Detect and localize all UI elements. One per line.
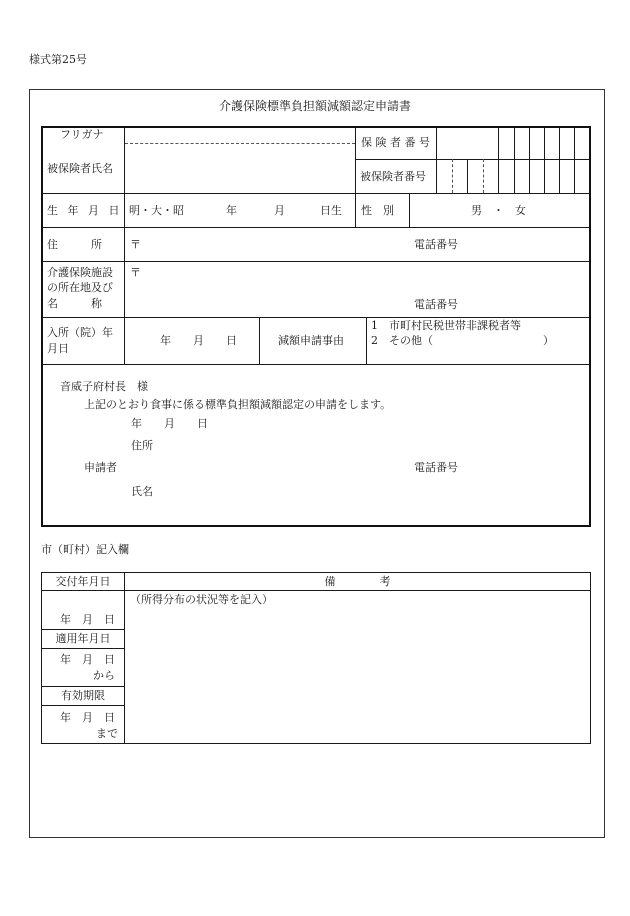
office-section-title: 市（町村）記入欄 (41, 543, 129, 556)
insurer-number-label: 保 険 者 番 号 (361, 136, 430, 149)
birthdate-label: 生 年 月 日 (47, 204, 123, 217)
sex-label: 性 別 (361, 204, 394, 217)
remarks-header: 備 考 (324, 575, 391, 588)
birth-month-unit: 月 (274, 204, 285, 217)
reason-label: 減額申請事由 (278, 334, 344, 347)
applicant-phone-label: 電話番号 (414, 461, 458, 474)
admission-date[interactable]: 年 月 日 (160, 334, 237, 347)
apply-date-ymd: 年 月 日 (60, 653, 115, 666)
admission-label-line2: 月日 (47, 342, 69, 355)
address-field[interactable] (145, 229, 405, 259)
facility-label-line2: の所在地及び (47, 281, 113, 294)
insured-number-label: 被保険者番号 (360, 170, 426, 183)
sex-options[interactable]: 男 ・ 女 (471, 204, 526, 217)
reason-option-1[interactable]: 1 市町村民税世帯非課税者等 (371, 319, 521, 332)
valid-period-label: 有効期限 (61, 689, 105, 702)
declaration-text: 上記のとおり食事に係る標準負担額減額認定の申請をします。 (84, 398, 392, 411)
insured-name-field[interactable] (126, 145, 354, 192)
address-label: 住 所 (47, 238, 102, 251)
reason-option-2[interactable]: 2 その他（ ） (371, 334, 554, 347)
form-number: 様式第25号 (29, 53, 87, 66)
era-options[interactable]: 明・大・昭 (129, 204, 184, 217)
remarks-note: （所得分布の状況等を記入） (130, 593, 273, 606)
birth-day-unit: 日生 (320, 204, 342, 217)
insured-number-field[interactable] (437, 160, 588, 192)
issue-date-header: 交付年月日 (55, 575, 111, 588)
furigana-label: フリガナ (60, 128, 104, 141)
form-title: 介護保険標準負担額減額認定申請書 (218, 99, 411, 113)
admission-label-line1: 入所（院）年 (47, 326, 113, 339)
insurer-number-field[interactable] (437, 128, 588, 158)
birth-year-unit: 年 (226, 204, 237, 217)
facility-postal-mark: 〒 (130, 266, 141, 279)
until-label: まで (96, 727, 118, 740)
facility-field[interactable] (145, 263, 405, 315)
valid-date-ymd: 年 月 日 (60, 711, 115, 724)
applicant-label: 申請者 (84, 461, 117, 474)
applicant-name-label: 氏名 (131, 485, 153, 498)
addressee: 音威子府村長 様 (60, 380, 148, 393)
insured-name-label: 被保険者氏名 (47, 162, 113, 175)
apply-date-label: 適用年月日 (55, 632, 111, 645)
address-phone-label: 電話番号 (414, 238, 458, 251)
facility-label-line1: 介護保険施設 (47, 266, 113, 279)
issue-date-ymd: 年 月 日 (60, 613, 115, 626)
postal-mark: 〒 (130, 238, 141, 251)
facility-phone-label: 電話番号 (414, 298, 458, 311)
furigana-field[interactable] (126, 128, 354, 142)
applicant-date[interactable]: 年 月 日 (131, 417, 208, 430)
from-label: から (93, 669, 115, 682)
facility-label-line3: 名 称 (47, 297, 102, 310)
applicant-address-label: 住所 (131, 439, 153, 452)
